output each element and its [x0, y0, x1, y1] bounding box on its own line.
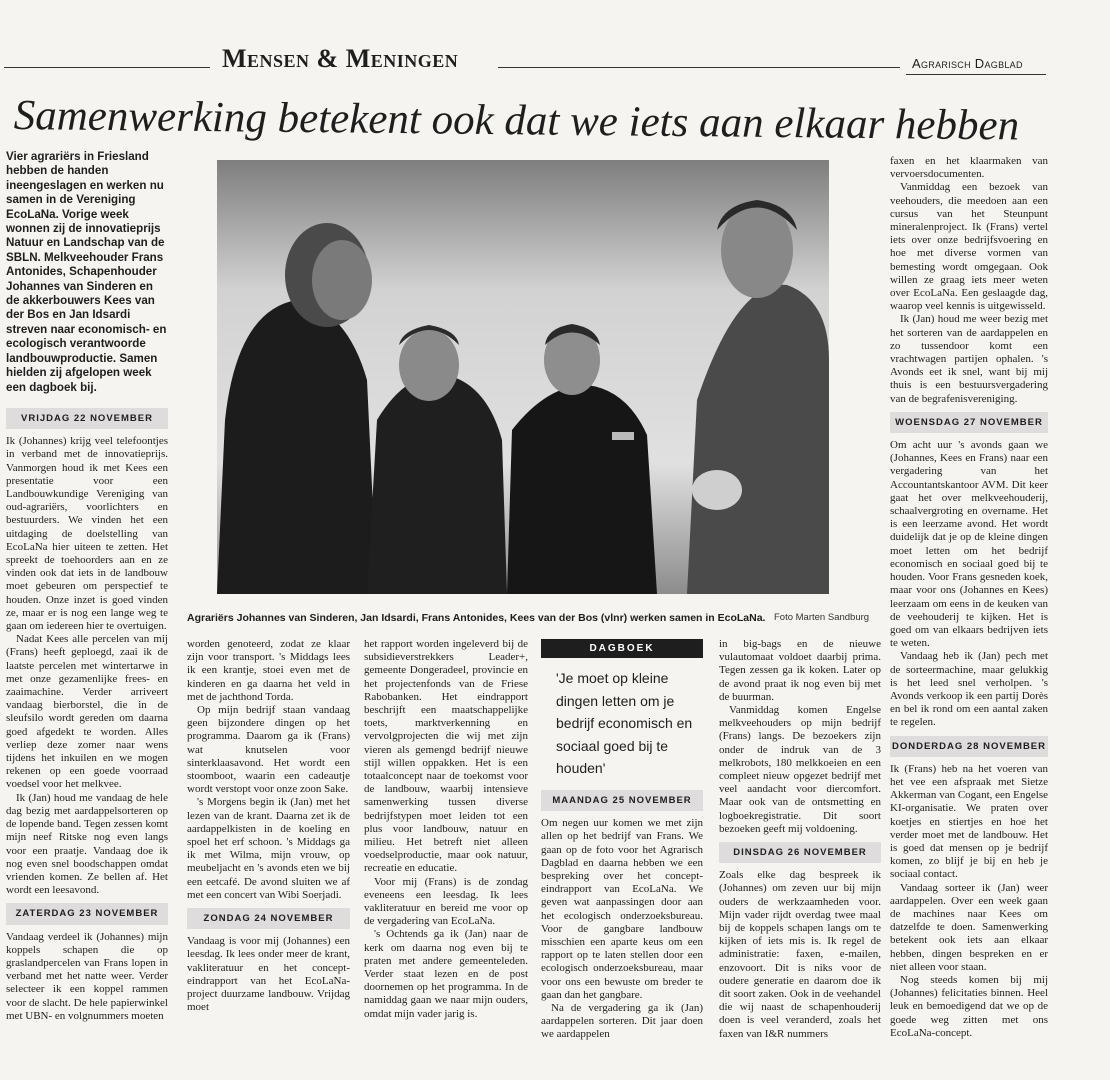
- column-6: [890, 155, 1048, 1068]
- paragraph: Ik (Frans) heb na het voeren van het vee een afspraak met Sietze Akkerman van Cogant, een Engelse KI-organisatie. We praten over koetjes en stiertjes en hoe het verder moet met de landbouw. Het is goed dat mensen op je bedrijf komen, zo blijf je bij en heb je sociaal contact.: [890, 762, 1048, 881]
- paragraph: Zoals elke dag bespreek ik (Johannes) om zeven uur bij mijn ouders de werkzaamheden voor. Mijn vader rijdt overdag twee maal bij de koppels schapen langs om te kijken of iets mis is. Ik regel de administratie: faxen, e-mailen, enzovoort. Dit is niks voor de oudere generatie en daarom doe ik dit soort zaken. Ook in de veehandel die wij naast de schapenhouderij doen is veel veranderd, zoals het faxen van I&R nummers: [719, 869, 881, 1040]
- column-1: [6, 402, 168, 1068]
- day-heading: DONDERDAG 28 NOVEMBER: [890, 736, 1048, 757]
- day-heading: ZONDAG 24 NOVEMBER: [187, 908, 350, 929]
- photo-caption-text: Agrariërs Johannes van Sinderen, Jan Idsardi, Frans Antonides, Kees van der Bos (vlnr) werken samen in EcoLaNa.: [187, 612, 766, 624]
- photo-illustration: [217, 160, 829, 594]
- paragraph: het rapport worden ingeleverd bij de subsidieverstrekkers Leader+, gemeente Dongeradeel, provincie en het projectenfonds van de Friese Rabobanken. Het eindrapport beschrijft een maatschappelijke toets, marktverkenning en vervolgprojecten die wij met zijn vieren als gemengd bedrijf nieuwe stijl willen oppakken. Het is een totaalconcept naar de toekomst voor de landbouw, waarbij intensieve samenwerking tussen diverse bedrijfstypen moet leiden tot een plus voor landbouw, natuur en milieu. Het betreft niet alleen voedselproductie, maar ook natuur, recreatie en educatie.: [364, 638, 528, 875]
- paragraph: in big-bags en de nieuwe vulautomaat voldoet daarbij prima. Tegen zessen ga ik koken. Later op de avond praat ik nog even bij met de buurman.: [719, 638, 881, 703]
- paragraph: Op mijn bedrijf staan vandaag geen bijzondere dingen op het programma. Daarom ga ik (Frans) wat knutselen voor sinterklaasavond. Het wordt een stoomboot, waarin een cadeautje wordt verstopt voor onze zoon Sake.: [187, 704, 350, 796]
- paragraph: Om acht uur 's avonds gaan we (Johannes, Kees en Frans) naar een vergadering van het Accountantskantoor AVM. Dit keer gaat het over melkveehouderij, schaalvergroting en overname. Het is een leerzame avond. Het wordt duidelijk dat je op de kleine dingen moet letten om het bedrijf economisch en sociaal goed bij te houden. Voor Frans gesneden koek, maar voor ons (Johannes en Kees) leerzaam om eens in de keuken van de veehouderij te kijken. Het is goed om van elkaars bedrijven iets te weten.: [890, 439, 1048, 650]
- newspaper-name: Agrarisch Dagblad: [912, 56, 1023, 71]
- column-5: [719, 638, 881, 1068]
- paragraph: Vanmiddag een bezoek van veehouders, die meedoen aan een cursus van het Steunpunt mineralenproject. Ik (Frans) vertel iets over onze bedrijfsvoering en hoe met diverse vormen van bemesting wordt omgegaan. Ook willen ze graag iets meer weten over EcoLaNa. Een geslaagde dag, waarop veel kennis is uitgewisseld.: [890, 181, 1048, 313]
- paragraph: Om negen uur komen we met zijn allen op het bedrijf van Frans. We gaan op de foto voor het Agrarisch Dagblad en daarna hebben we een bespreking over het concept-eindrapport van EcoLaNa. We geven wat aanpassingen door aan het ecologisch onderzoeksbureau. Voor de gangbare landbouw misschien een aparte keus om een rapport op te laten stellen door een ecologisch onderzoeksbureau, maar voor ons een bewuste om breder te gaan dan het gangbare.: [541, 817, 703, 1001]
- paragraph: Na de vergadering ga ik (Jan) aardappelen sorteren. Dit jaar doen we aardappelen: [541, 1002, 703, 1041]
- header-rule-right: [498, 67, 900, 68]
- paragraph: worden genoteerd, zodat ze klaar zijn voor transport. 's Middags lees ik een krantje, stoei even met de kinderen en ga daarna het veld in met de jachthond Torda.: [187, 638, 350, 703]
- column-4: [541, 784, 703, 1068]
- paragraph: Vandaag sorteer ik (Jan) weer aardappelen. Over een week gaan de machines naar Kees om datzelfde te doen. Samenwerking betekent ook iets aan elkaar hebben, dingen bespreken en er niet alleen voor staan.: [890, 881, 1048, 973]
- section-title: Mensen & Meningen: [222, 44, 459, 73]
- group-photo: [217, 160, 829, 594]
- pull-quote: 'Je moet op kleine dingen letten om je bedrijf economisch en sociaal goed bij te houden': [556, 670, 693, 776]
- paragraph: Nog steeds komen bij mij (Johannes) felicitaties binnen. Heel leuk en bemoedigend dat we op de goede weg zitten met ons EcoLaNa-concept.: [890, 973, 1048, 1039]
- column-3: [364, 638, 528, 1068]
- column-2: [187, 638, 350, 1068]
- paragraph: Vanmiddag komen Engelse melkveehouders op mijn bedrijf (Frans) langs. De bezoekers zijn onder de indruk van de 3 melkrobots, 180 melkkoeien en een compleet nieuw opgezet bedrijf met veel aandacht voor diercomfort. Maar ook van de ontsmetting en logboekregistratie. Dit soort bezoeken geeft mij voldoening.: [719, 704, 881, 835]
- paragraph: Ik (Jan) houd me weer bezig met het sorteren van de aardappelen en zo tussendoor komt een vrachtwagen partijen ophalen. 's Avonds eet ik snel, want bij mij thuis is een bestuursvergadering van de begrafenisvereniging.: [890, 313, 1048, 405]
- day-heading: MAANDAG 25 NOVEMBER: [541, 790, 703, 811]
- photo-credit: Foto Marten Sandburg: [774, 612, 870, 623]
- headline: Samenwerking betekent ook dat we iets aan elkaar hebben: [13, 91, 1020, 150]
- paragraph: Ik (Johannes) krijg veel telefoontjes in verband met de innovatieprijs. Vanmorgen houd ik met Kees een presentatie voor een Landbouwkundige Vereniging van oud-agrariërs, voorlichters en bestuurders. We vinden het een uitdaging de doelstelling van EcoLaNa hier uiteen te zetten. Het spreekt de toehoorders aan en ze vinden ook dat iets in de landbouw moet gebeuren om perspectief te houden. Onze inzet is goed vinden ze, maar er is nog een lange weg te gaan om iedereen hier te overtuigen.: [6, 435, 168, 633]
- day-heading: ZATERDAG 23 NOVEMBER: [6, 903, 168, 924]
- day-heading: DINSDAG 26 NOVEMBER: [719, 842, 881, 863]
- paragraph: Vandaag verdeel ik (Johannes) mijn koppels schapen die op graslandpercelen van Frans lopen in verband met het natte weer. Verder selecteer ik een koppel rammen voor de slacht. De hele papierwinkel met UBN- en volgnummers moeten: [6, 930, 168, 1022]
- paragraph: Nadat Kees alle percelen van mij (Frans) heeft geploegd, zaai ik de laatste percelen met wintertarwe in met onze gezamenlijke frees- en zaaimachine. Verder arriveert vandaag bierborstel, die in de sleufsilo wordt gereden om daarna goed afgedekt te worden. Alles verliep deze zomer naar wens tijdens het inkuilen en we mogen rekenen op een goede voorraad voedsel voor het melkvee.: [6, 633, 168, 791]
- paragraph: 's Morgens begin ik (Jan) met het lezen van de krant. Daarna zet ik de aardappelkisten in de koeling en spoel het erf schoon. 's Middags ga ik met Wilma, mijn vrouw, op meubeljacht en 's avonds eten we bij een eetcafé. De avond sluiten we af met een concert van Wibi Soerjadi.: [187, 796, 350, 901]
- header-rule-left: [4, 67, 210, 68]
- day-heading: WOENSDAG 27 NOVEMBER: [890, 412, 1048, 433]
- newspaper-name-rule: [906, 74, 1046, 75]
- paragraph: Vandaag is voor mij (Johannes) een leesdag. Ik lees onder meer de krant, vakliteratuur en het concept-eindrapport van het EcoLaNa-project duurzame landbouw. Vrijdag moet: [187, 935, 350, 1014]
- paragraph: Ik (Jan) houd me vandaag de hele dag bezig met aardappelsorteren op de lopende band. Tegen zessen komt mijn neef Ritske nog even langs voor een praatje. Vandaag doe ik nog even snel boodschappen omdat vrienden komen. Ze bellen af. Het wordt een leesavond.: [6, 791, 168, 897]
- paragraph: Vandaag heb ik (Jan) pech met de sorteermachine, maar gelukkig is het leed snel verholpen. 's Avonds verkoop ik een partij Dorès en bel ik rond om een aantal zaken te regelen.: [890, 650, 1048, 729]
- paragraph: 's Ochtends ga ik (Jan) naar de kerk om daarna nog even bij te praten met andere gemeenteleden. Verder staat lezen en de post doornemen op het programma. In de namiddag gaan we naar mijn ouders, omdat mijn vader jarig is.: [364, 928, 528, 1020]
- day-heading: VRIJDAG 22 NOVEMBER: [6, 408, 168, 429]
- paragraph: faxen en het klaarmaken van vervoersdocumenten.: [890, 155, 1048, 181]
- dagboek-label: DAGBOEK: [541, 639, 703, 658]
- paragraph: Voor mij (Frans) is de zondag eveneens een leesdag. Ik lees vakliteratuur en bereid me voor op de vergadering van EcoLaNa.: [364, 875, 528, 928]
- intro-text: Vier agrariërs in Friesland hebben de handen ineengeslagen en werken nu samen in de Vereniging EcoLaNa. Vorige week wonnen zij de innovatieprijs Natuur en Landschap van de SBLN. Melkveehouder Frans Antonides, Schapenhouder Johannes van Sinderen en de akkerbouwers Kees van der Bos en Jan Idsardi streven naar economisch- en ecologisch verantwoorde landbouwproductie. Samen hielden zij afgelopen week een dagboek bij.: [6, 150, 167, 394]
